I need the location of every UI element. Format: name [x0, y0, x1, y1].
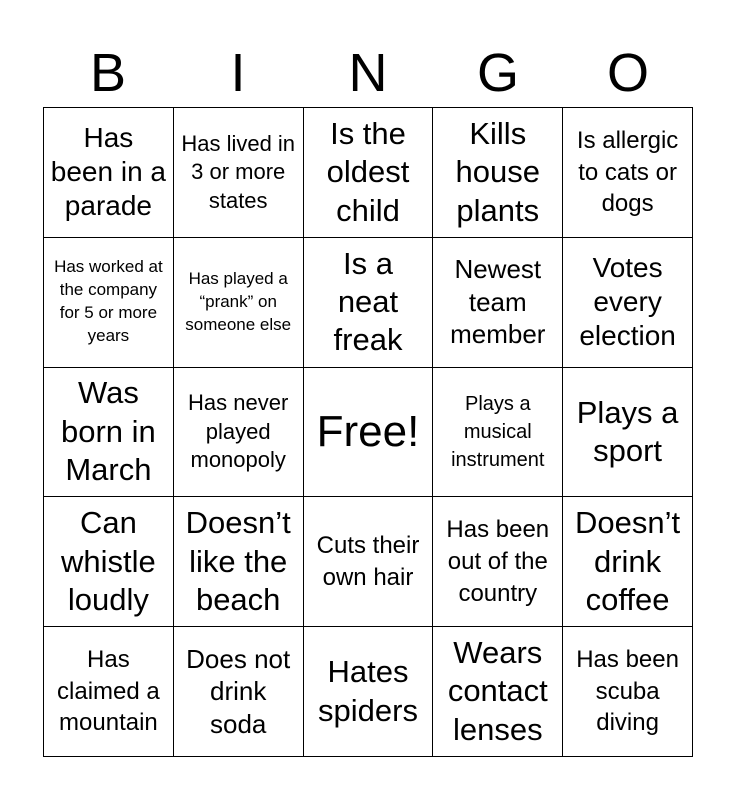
bingo-cell[interactable]: [304, 627, 434, 757]
bingo-cell-text: Is a neat freak: [333, 245, 403, 358]
bingo-cell[interactable]: [563, 368, 693, 498]
bingo-cell-text: Has claimed a mountain: [57, 646, 160, 737]
bingo-cell[interactable]: [563, 108, 693, 238]
bingo-cell[interactable]: [563, 238, 693, 368]
bingo-cell[interactable]: [44, 238, 174, 368]
bingo-cell-text: Has been in a parade: [50, 122, 166, 222]
bingo-cell-text: Wears contact lenses: [447, 634, 548, 747]
bingo-cell[interactable]: [433, 108, 563, 238]
bingo-cell[interactable]: [433, 627, 563, 757]
bingo-cell-text: Has never played monopoly: [188, 390, 289, 473]
header-letter-n: N: [348, 43, 388, 103]
bingo-cell[interactable]: [44, 627, 174, 757]
free-space[interactable]: [304, 368, 434, 498]
bingo-cell-text: Does not drink soda: [186, 643, 291, 739]
bingo-cell[interactable]: [44, 497, 174, 627]
bingo-cell-text: Newest team member: [450, 254, 546, 350]
bingo-cell-text: Kills house plants: [455, 115, 541, 228]
bingo-cell-text: Was born in March: [61, 375, 156, 488]
bingo-cell[interactable]: [174, 627, 304, 757]
bingo-cell[interactable]: [304, 108, 434, 238]
bingo-cell-text: Has been out of the country: [446, 516, 550, 607]
header-letter-i: I: [230, 43, 246, 103]
bingo-cell[interactable]: [44, 108, 174, 238]
bingo-cell-text: Votes every election: [579, 251, 676, 352]
bingo-cell[interactable]: [433, 368, 563, 498]
bingo-cell[interactable]: [433, 497, 563, 627]
bingo-cell-text: Has played a “prank” on someone else: [185, 268, 292, 334]
bingo-cell-text: Plays a sport: [576, 394, 679, 468]
bingo-cell[interactable]: [174, 368, 304, 498]
bingo-cell-text: Has been scuba diving: [576, 646, 679, 737]
bingo-cell[interactable]: [433, 238, 563, 368]
bingo-cell[interactable]: [304, 238, 434, 368]
bingo-cell[interactable]: [563, 497, 693, 627]
header-letter-b: B: [89, 43, 127, 103]
bingo-header: [43, 40, 693, 106]
bingo-cell-text: Has lived in 3 or more states: [181, 130, 296, 213]
bingo-cell-text: Is the oldest child: [326, 115, 410, 228]
bingo-cell-text: Is allergic to cats or dogs: [576, 126, 679, 218]
header-letter-g: G: [476, 43, 519, 103]
bingo-cell[interactable]: [563, 627, 693, 757]
header-letter-o: O: [606, 43, 649, 103]
bingo-cell[interactable]: [304, 497, 434, 627]
bingo-cell-text: Hates spiders: [318, 654, 418, 728]
bingo-cell[interactable]: [174, 238, 304, 368]
bingo-cell[interactable]: [174, 108, 304, 238]
bingo-cell-text: Cuts their own hair: [316, 532, 420, 591]
bingo-grid: [43, 107, 693, 757]
bingo-cell-text: Doesn’t drink coffee: [575, 505, 681, 617]
bingo-cell-text: Doesn’t like the beach: [185, 505, 291, 617]
bingo-cell-text: Can whistle loudly: [61, 505, 156, 617]
bingo-cell-text: Has worked at the company for 5 or more years: [54, 257, 163, 346]
bingo-cell[interactable]: [174, 497, 304, 627]
free-space-text: Free!: [316, 406, 420, 456]
bingo-cell[interactable]: [44, 368, 174, 498]
bingo-cell-text: Plays a musical instrument: [451, 392, 545, 471]
